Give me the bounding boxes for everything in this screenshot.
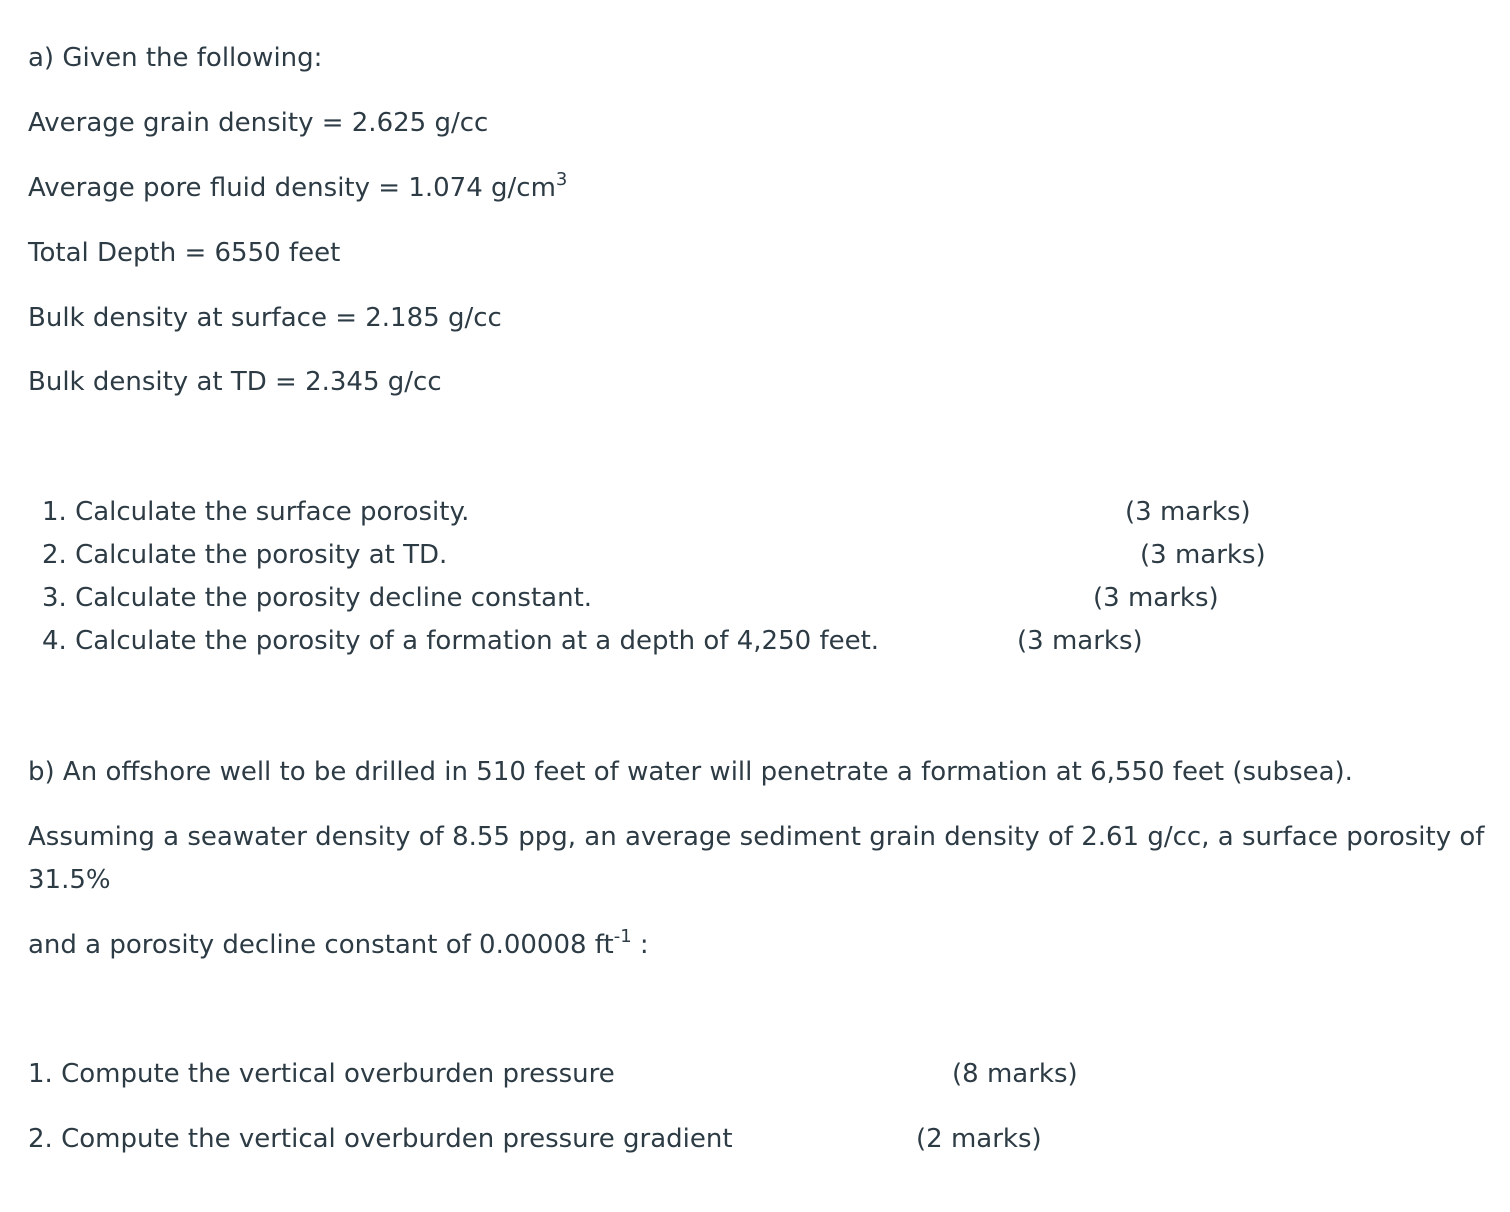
part-b-question-1: 1. Compute the vertical overburden pressure [28, 1059, 615, 1089]
part-b-intro: b) An offshore well to be drilled in 510 feet of water will penetrate a formation at 6,550 feet (subsea). [28, 757, 1353, 787]
given-bulk-density-td [28, 366, 442, 398]
part-b-assumption-line-1: Assuming a seawater density of 8.55 ppg, an average sediment grain density of 2.61 g/cc, a surface porosity of [28, 822, 1485, 852]
decline-suffix: : [631, 930, 649, 960]
given-text: Average grain density = 2.625 g/cc [28, 108, 489, 138]
given-text: Total Depth = 6550 feet [28, 238, 341, 268]
part-a-question-4-marks: (3 marks) [1017, 626, 1143, 656]
given-text: Bulk density at surface = 2.185 g/cc [28, 303, 502, 333]
decline-text: and a porosity decline constant of 0.00008 ft [28, 930, 614, 960]
part-a-question-1: 1. Calculate the surface porosity. [42, 497, 470, 527]
superscript: -1 [613, 926, 632, 947]
part-a-question-1-marks: (3 marks) [1125, 497, 1251, 527]
part-a-question-4: 4. Calculate the porosity of a formation at a depth of 4,250 feet. [42, 626, 880, 656]
part-b-question-2-marks: (2 marks) [916, 1124, 1042, 1154]
given-total-depth [28, 237, 340, 269]
part-a-heading: a) Given the following: [28, 43, 323, 73]
part-b-question-2: 2. Compute the vertical overburden pressure gradient [28, 1124, 733, 1154]
part-a-question-2: 2. Calculate the porosity at TD. [42, 540, 448, 570]
given-pore-fluid-density [28, 169, 568, 207]
part-a-question-3: 3. Calculate the porosity decline constant. [42, 583, 593, 613]
part-b-question-1-marks: (8 marks) [952, 1059, 1078, 1089]
given-bulk-density-surface [28, 302, 502, 334]
part-a-question-2-marks: (3 marks) [1140, 540, 1266, 570]
part-a-question-3-marks: (3 marks) [1093, 583, 1219, 613]
superscript: 3 [555, 169, 568, 190]
given-text: Bulk density at TD = 2.345 g/cc [28, 367, 442, 397]
part-b-decline-constant [28, 926, 649, 964]
part-b-assumption-line-2: 31.5% [28, 865, 111, 895]
given-grain-density [28, 107, 488, 139]
given-text: Average pore fluid density = 1.074 g/cm [28, 173, 556, 203]
